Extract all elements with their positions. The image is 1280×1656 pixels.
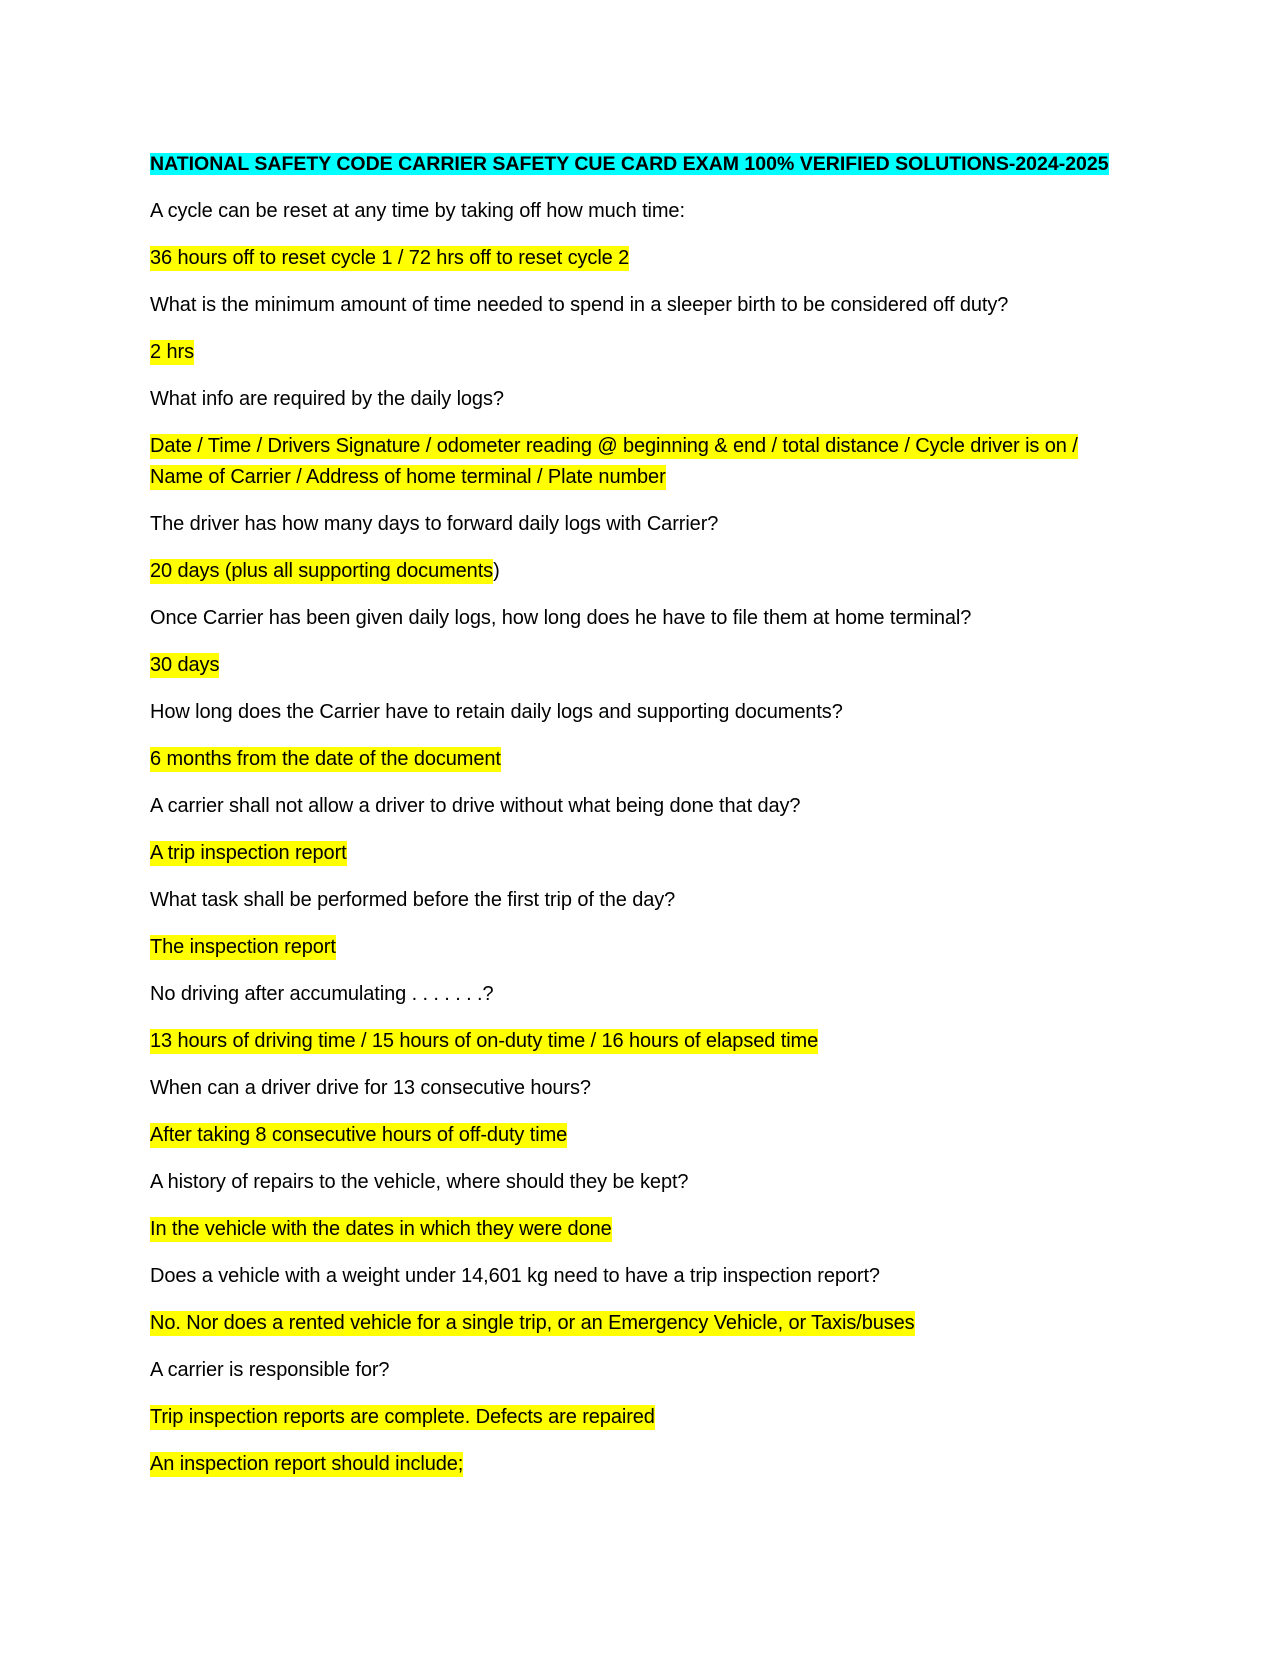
answer-text — [150, 1402, 1130, 1433]
answer-text — [150, 1308, 1130, 1339]
question-text: Once Carrier has been given daily logs, how long does he have to file them at home terminal? — [150, 607, 972, 629]
question-text: What task shall be performed before the first trip of the day? — [150, 889, 676, 911]
answer-text — [150, 243, 1130, 274]
answer-text — [150, 1120, 1130, 1151]
answer-highlight: Date / Time / Drivers Signature / odometer reading @ beginning & end / total distance / Cycle driver is on / Name of Carrier / Address of home terminal / Plate number — [150, 435, 1078, 488]
question-text: What is the minimum amount of time needed to spend in a sleeper birth to be considered off duty? — [150, 294, 1009, 316]
answer-text — [150, 1214, 1130, 1245]
answer-tail: ) — [493, 560, 500, 582]
answer-highlight: The inspection report — [150, 936, 336, 958]
answer-highlight: 6 months from the date of the document — [150, 748, 501, 770]
answer-highlight: No. Nor does a rented vehicle for a single trip, or an Emergency Vehicle, or Taxis/buses — [150, 1312, 915, 1334]
question-text: Does a vehicle with a weight under 14,601 kg need to have a trip inspection report? — [150, 1265, 880, 1287]
question-text: What info are required by the daily logs? — [150, 388, 504, 410]
answer-highlight: Trip inspection reports are complete. Defects are repaired — [150, 1406, 655, 1428]
answer-highlight: 2 hrs — [150, 341, 194, 363]
answer-highlight: In the vehicle with the dates in which they were done — [150, 1218, 612, 1240]
answer-highlight: 20 days (plus all supporting documents — [150, 560, 494, 582]
question-text: A carrier is responsible for? — [150, 1359, 390, 1381]
question-text: No driving after accumulating . . . . . . .? — [150, 983, 494, 1005]
answer-text — [150, 556, 1130, 587]
document-page — [150, 150, 1130, 1496]
document-title — [150, 150, 1130, 179]
final-line — [150, 1449, 1130, 1480]
question-text: How long does the Carrier have to retain daily logs and supporting documents? — [150, 701, 843, 723]
answer-highlight: A trip inspection report — [150, 842, 347, 864]
answer-text — [150, 431, 1130, 493]
qa-list — [150, 196, 1130, 1433]
title-highlight: NATIONAL SAFETY CODE CARRIER SAFETY CUE CARD EXAM 100% VERIFIED SOLUTIONS-2024-2025 — [150, 153, 1109, 175]
question-text: A cycle can be reset at any time by taking off how much time: — [150, 200, 685, 222]
answer-highlight: 36 hours off to reset cycle 1 / 72 hrs off to reset cycle 2 — [150, 247, 630, 269]
question-text: A history of repairs to the vehicle, where should they be kept? — [150, 1171, 689, 1193]
answer-highlight: After taking 8 consecutive hours of off-duty time — [150, 1124, 568, 1146]
answer-text — [150, 650, 1130, 681]
answer-text — [150, 838, 1130, 869]
question-text: A carrier shall not allow a driver to drive without what being done that day? — [150, 795, 801, 817]
answer-highlight: 13 hours of driving time / 15 hours of on-duty time / 16 hours of elapsed time — [150, 1030, 819, 1052]
final-line-highlight: An inspection report should include; — [150, 1453, 464, 1475]
answer-text — [150, 1026, 1130, 1057]
answer-highlight: 30 days — [150, 654, 220, 676]
question-text: The driver has how many days to forward daily logs with Carrier? — [150, 513, 719, 535]
answer-text — [150, 932, 1130, 963]
answer-text — [150, 744, 1130, 775]
answer-text — [150, 337, 1130, 368]
question-text: When can a driver drive for 13 consecutive hours? — [150, 1077, 591, 1099]
